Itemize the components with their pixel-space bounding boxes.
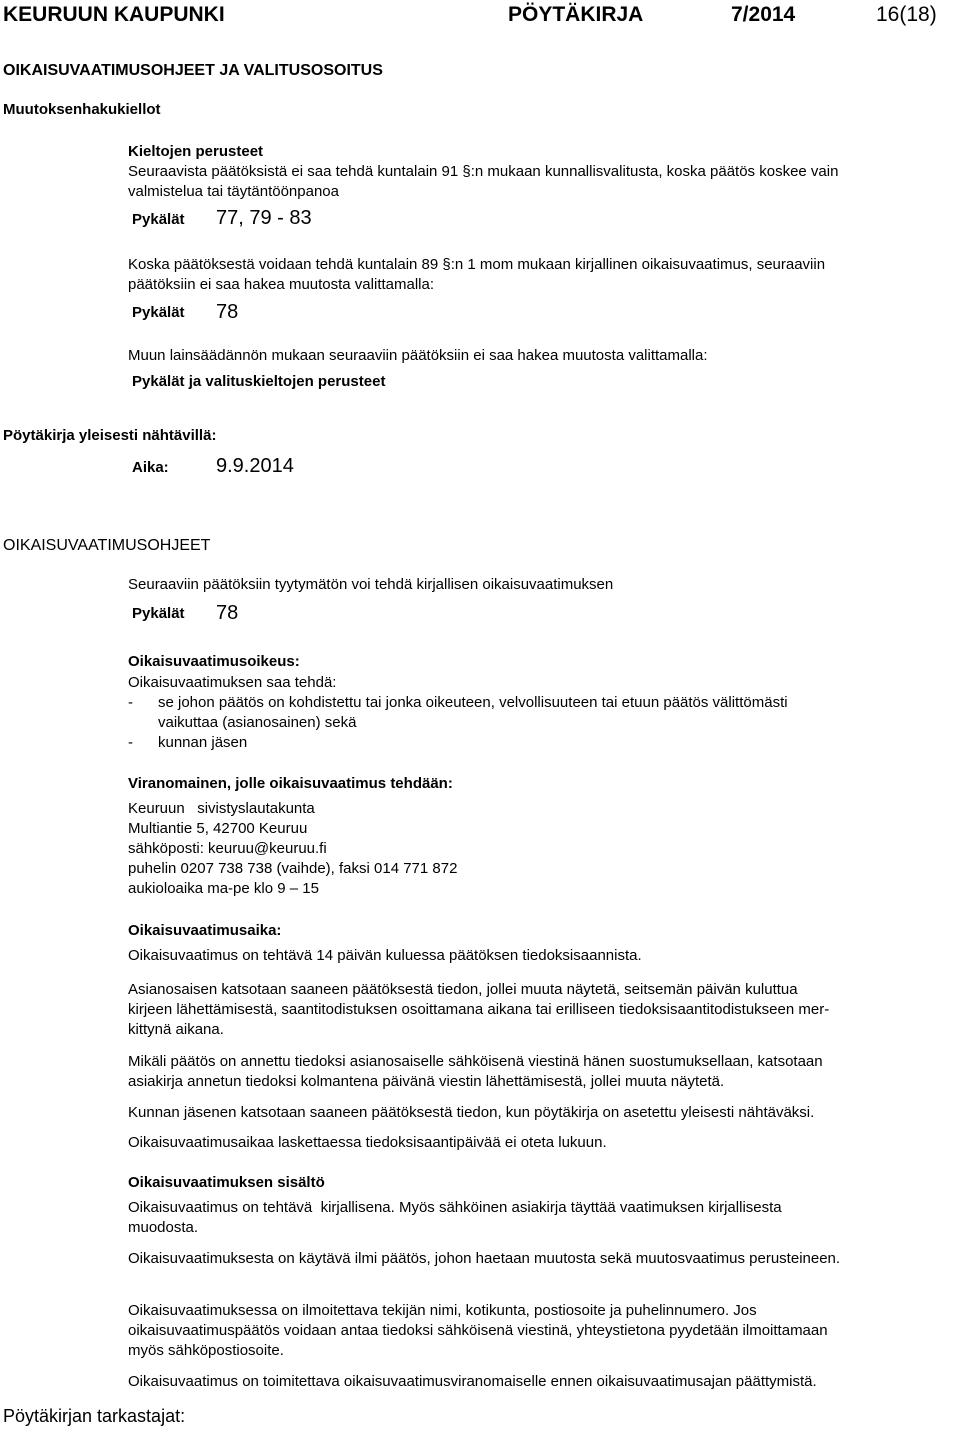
- bullet-dash: -: [128, 694, 133, 711]
- content-p3-line1: Oikaisuvaatimuksessa on ilmoitettava tekijän nimi, kotikunta, postiosoite ja puhelinnumero. Jos: [128, 1302, 757, 1319]
- availability-heading: Pöytäkirja yleisesti nähtävillä:: [3, 427, 217, 444]
- time-heading: Oikaisuvaatimusaika:: [128, 922, 282, 939]
- time-p3-line1: Mikäli päätös on annettu tiedoksi asianosaiselle sähköisenä viestinä hänen suostumuksellaan, katsotaan: [128, 1053, 823, 1070]
- instructions-heading: OIKAISUVAATIMUSOHJEET: [3, 537, 211, 554]
- authority-phone: puhelin 0207 738 738 (vaihde), faksi 014 771 872: [128, 860, 458, 877]
- bullet1-line1: se johon päätös on kohdistettu tai jonka oikeuteen, velvollisuuteen tai etuun päätös välittömästi: [158, 694, 788, 711]
- header-doc-type: PÖYTÄKIRJA: [508, 3, 644, 26]
- content-p1-line2: muodosta.: [128, 1219, 199, 1236]
- time-p2-line3: kittynä aikana.: [128, 1021, 224, 1038]
- content-p3-line2: oikaisuvaatimuspäätös voidaan antaa tiedoksi sähköisenä viestinä, yhteystietona pyydetään ilmoittamaan: [128, 1322, 828, 1339]
- content-heading: Oikaisuvaatimuksen sisältö: [128, 1174, 325, 1191]
- bullet1-line2: vaikuttaa (asianosainen) sekä: [158, 714, 357, 731]
- time-p4: Kunnan jäsenen katsotaan saaneen päätöksestä tiedon, kun pöytäkirja on asetettu yleisesti nähtäväksi.: [128, 1104, 815, 1121]
- other-law-text: Muun lainsäädännön mukaan seuraaviin päätöksiin ei saa hakea muutosta valittamalla:: [128, 347, 708, 364]
- bullet2: kunnan jäsen: [158, 734, 248, 751]
- page-title: OIKAISUVAATIMUSOHJEET JA VALITUSOSOITUS: [3, 62, 383, 79]
- authority-address: Multiantie 5, 42700 Keuruu: [128, 820, 308, 837]
- grounds-text-line2: valmistelua tai täytäntöönpanoa: [128, 183, 339, 200]
- instructions-intro: Seuraaviin päätöksiin tyytymätön voi tehdä kirjallisen oikaisuvaatimuksen: [128, 576, 614, 593]
- time-p5: Oikaisuvaatimusaikaa laskettaessa tiedoksisaantipäivää ei oteta lukuun.: [128, 1134, 607, 1151]
- page-number: 16(18): [876, 3, 937, 26]
- grounds-text-line1: Seuraavista päätöksistä ei saa tehdä kuntalain 91 §:n mukaan kunnallisvalitusta, koska päätös koskee vain: [128, 163, 839, 180]
- restrictions-heading: Muutoksenhakukiellot: [3, 101, 161, 118]
- content-p1-line1: Oikaisuvaatimus on tehtävä kirjallisena. Myös sähköinen asiakirja täyttää vaatimuksen kirjallisesta: [128, 1199, 782, 1216]
- sections-label: Pykälät: [132, 211, 185, 228]
- authority-email: sähköposti: keuruu@keuruu.fi: [128, 840, 327, 857]
- time-p3-line2: asiakirja annetun tiedoksi kolmantena päivänä viestin lähettämisestä, jollei muuta näytetä.: [128, 1073, 725, 1090]
- claim-text-line1: Koska päätöksestä voidaan tehdä kuntalain 89 §:n 1 mom mukaan kirjallinen oikaisuvaatimus, seuraaviin: [128, 256, 826, 273]
- sections-value: 78: [216, 602, 239, 624]
- claim-text-line2: päätöksiin ei saa hakea muutosta valittamalla:: [128, 276, 435, 293]
- time-p2-line2: kirjeen lähettämisestä, saantitodistuksen osoittamana aikana tai erilliseen tiedoksisaantitodistukseen mer-: [128, 1001, 830, 1018]
- content-p2: Oikaisuvaatimuksesta on käytävä ilmi päätös, johon haetaan muutosta sekä muutosvaatimus perusteineen.: [128, 1250, 841, 1267]
- sections-value: 78: [216, 301, 239, 323]
- bullet-dash: -: [128, 734, 133, 751]
- other-law-sections: Pykälät ja valituskieltojen perusteet: [132, 373, 386, 390]
- time-p1: Oikaisuvaatimus on tehtävä 14 päivän kuluessa päätöksen tiedoksisaannista.: [128, 947, 642, 964]
- header-doc-number: 7/2014: [731, 3, 796, 26]
- right-intro: Oikaisuvaatimuksen saa tehdä:: [128, 674, 337, 691]
- availability-time-value: 9.9.2014: [216, 455, 294, 477]
- authority-hours: aukioloaika ma-pe klo 9 – 15: [128, 880, 319, 897]
- time-p2-line1: Asianosaisen katsotaan saaneen päätöksestä tiedon, jollei muuta näytetä, seitsemän päivän kuluttua: [128, 981, 798, 998]
- authority-name: Keuruun sivistyslautakunta: [128, 800, 315, 817]
- header-city: KEURUUN KAUPUNKI: [3, 3, 225, 26]
- sections-value: 77, 79 - 83: [216, 207, 312, 229]
- authority-heading: Viranomainen, jolle oikaisuvaatimus tehdään:: [128, 775, 453, 792]
- availability-time-label: Aika:: [132, 459, 169, 476]
- footer-checkers: Pöytäkirjan tarkastajat:: [3, 1406, 186, 1426]
- right-heading: Oikaisuvaatimusoikeus:: [128, 653, 300, 670]
- grounds-heading: Kieltojen perusteet: [128, 143, 264, 160]
- sections-label: Pykälät: [132, 605, 185, 622]
- sections-label: Pykälät: [132, 304, 185, 321]
- content-p4: Oikaisuvaatimus on toimitettava oikaisuvaatimusviranomaiselle ennen oikaisuvaatimusajan päättymistä.: [128, 1373, 817, 1390]
- content-p3-line3: myös sähköpostiosoite.: [128, 1342, 284, 1359]
